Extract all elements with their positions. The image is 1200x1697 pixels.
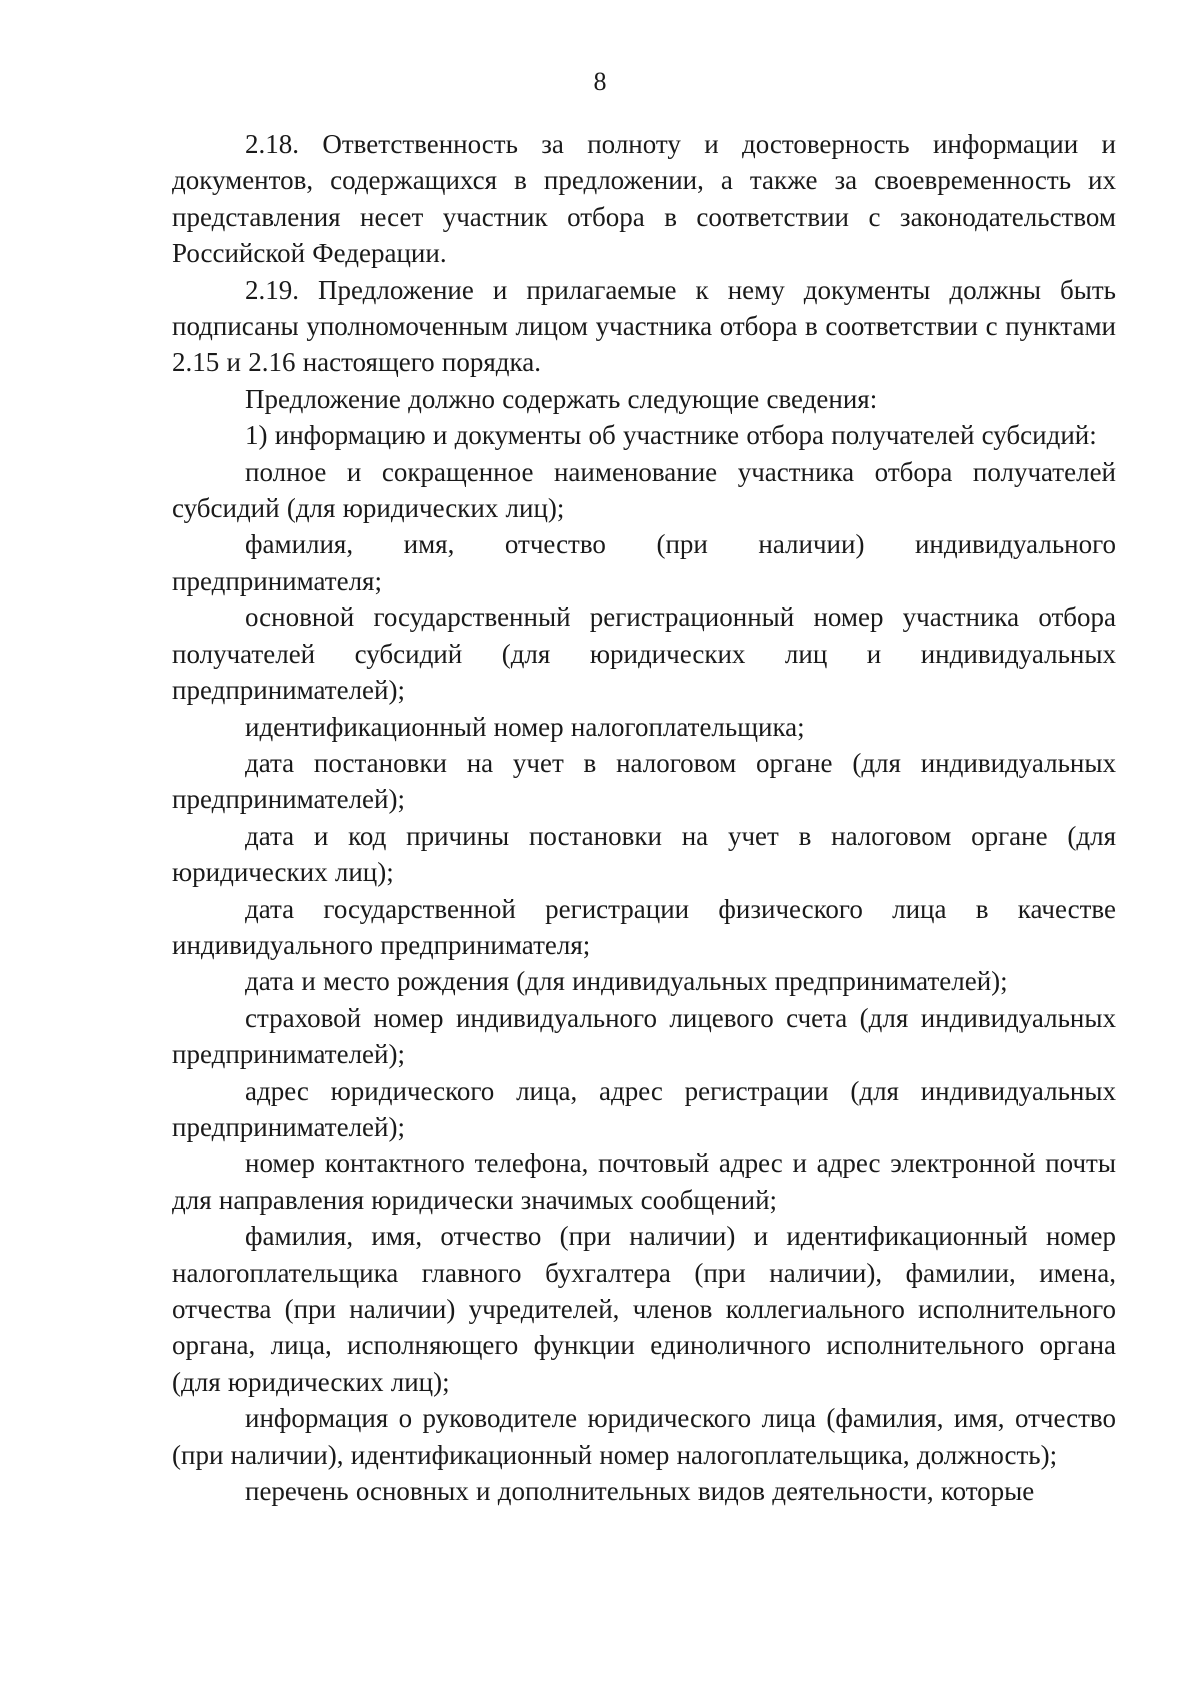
list-item-head-info: информация о руководителе юридического лица (фамилия, имя, отчество (при наличии), идентификационный номер налогоплательщика, должность); xyxy=(172,1403,1116,1470)
list-item-activities: перечень основных и дополнительных видов деятельности, которые xyxy=(245,1476,1035,1507)
list-item-kpp: дата и код причины постановки на учет в налоговом органе (для юридических лиц); xyxy=(172,820,1116,888)
list-item-tax-registration-date: дата постановки на учет в налоговом органе (для индивидуальных предпринимателей); xyxy=(172,747,1116,815)
paragraph-2-18: 2.18. Ответственность за полноту и достоверность информации и документов, содержащихся в предложении, а также за своевременность их представления несет участник отбора в соответствии с законодательством Российской Федерации. xyxy=(172,129,1116,269)
paragraph-2-19: 2.19. Предложение и прилагаемые к нему документы должны быть подписаны уполномоченным лицом участника отбора в соответствии с пунктами 2.15 и 2.16 настоящего порядка. xyxy=(172,274,1116,378)
list-item-snils: страховой номер индивидуального лицевого счета (для индивидуальных предпринимателей); xyxy=(172,1002,1116,1070)
paragraph-proposal-intro: Предложение должно содержать следующие сведения: xyxy=(245,383,878,414)
list-item-entrepreneur-name: фамилия, имя, отчество (при наличии) индивидуального предпринимателя; xyxy=(172,529,1116,596)
list-item-full-name: полное и сокращенное наименование участника отбора получателей субсидий (для юридических лиц); xyxy=(172,456,1116,524)
document-body xyxy=(172,126,1116,1509)
list-item-address: адрес юридического лица, адрес регистрации (для индивидуальных предпринимателей); xyxy=(172,1075,1116,1142)
list-item-inn: идентификационный номер налогоплательщика; xyxy=(245,711,805,742)
page-number: 8 xyxy=(593,67,607,96)
list-item-ogrn: основной государственный регистрационный номер участника отбора получателей субсидий (для юридических лиц и индивидуальных предпринимателей); xyxy=(172,602,1116,706)
list-item-participant-info: 1) информацию и документы об участнике отбора получателей субсидий: xyxy=(245,420,1097,451)
list-item-state-registration-date: дата государственной регистрации физического лица в качестве индивидуального предпринимателя; xyxy=(172,893,1116,960)
list-item-birth-date-place: дата и место рождения (для индивидуальных предпринимателей); xyxy=(245,966,1008,997)
list-item-chief-accountant: фамилия, имя, отчество (при наличии) и идентификационный номер налогоплательщика главного бухгалтера (при наличии), фамилии, имена, отчества (при наличии) учредителей, членов коллегиального исполнительного органа, лица, исполняющего функции единоличного исполнительного органа (для юридических лиц); xyxy=(172,1221,1116,1397)
list-item-contacts: номер контактного телефона, почтовый адрес и адрес электронной почты для направления юридически значимых сообщений; xyxy=(172,1148,1116,1215)
